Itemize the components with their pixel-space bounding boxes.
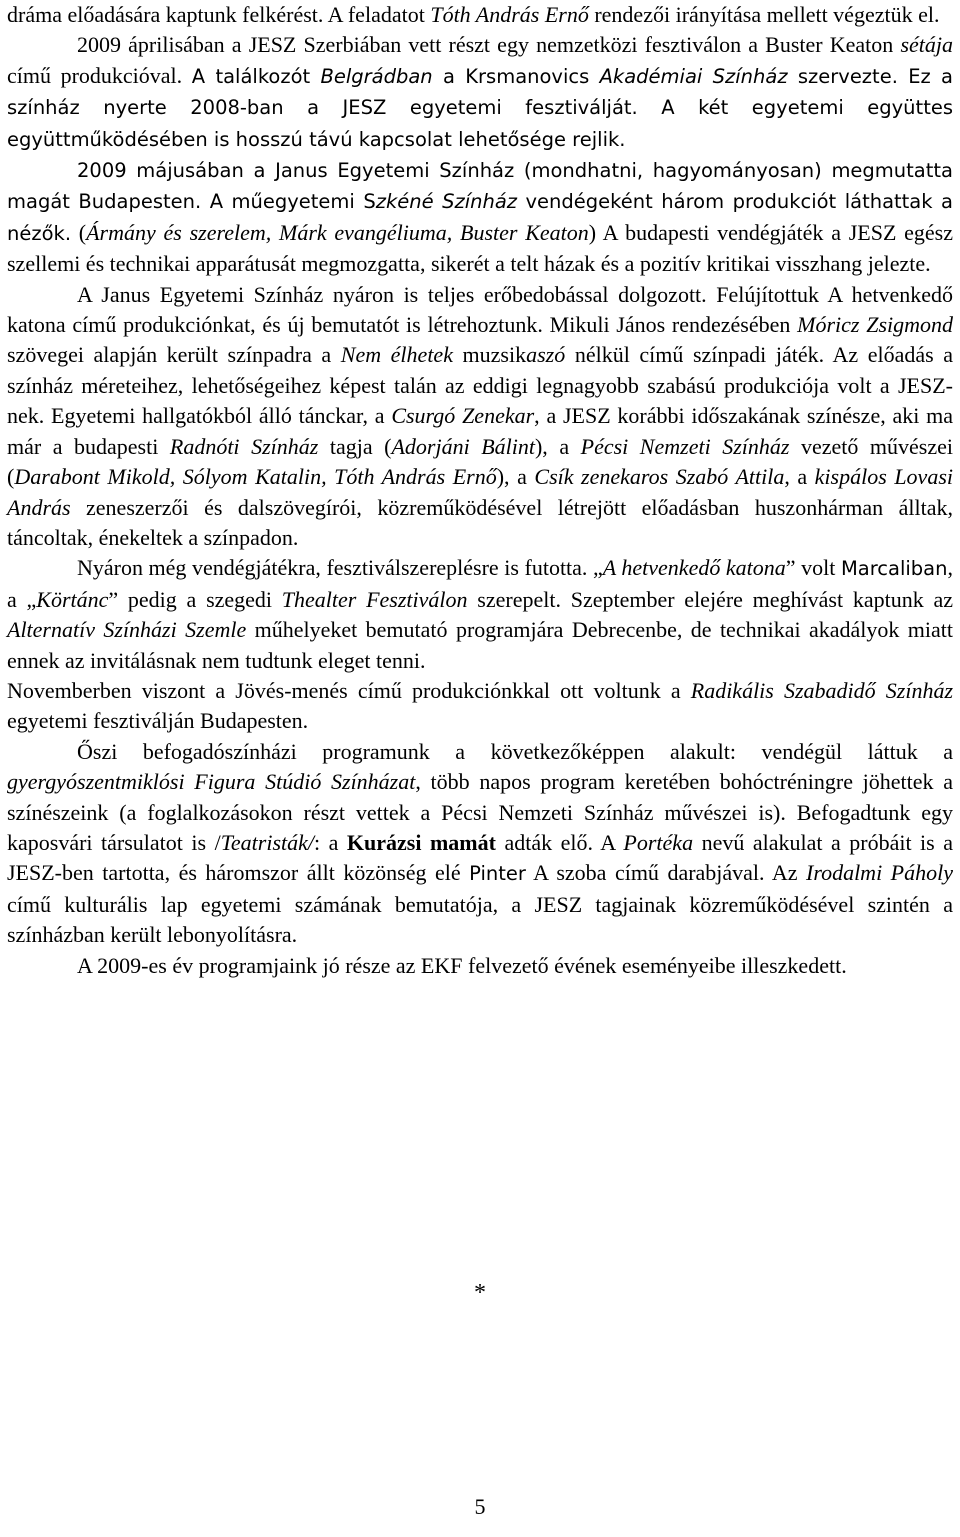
italic-name: Radikális Szabadidő Színház xyxy=(690,677,954,703)
text-run: dráma előadására kaptunk felkérést. A feladatot xyxy=(7,2,431,27)
paragraph-7 xyxy=(7,737,953,951)
italic-title: Nem élhetek xyxy=(340,342,453,368)
text-run: adták elő. A xyxy=(495,829,624,855)
text-run: , a „ xyxy=(7,555,953,612)
text-run: : a xyxy=(314,829,347,855)
text-run: , több napos program keretében bohóctréningre jöhettek a színészeink (a foglalkozásokon részt vettek a Pécsi Nemzeti Színház művészei is). Befogadtunk egy kaposvári társulatot is / xyxy=(7,769,953,855)
italic-name: Csurgó Zenekar xyxy=(391,403,535,429)
document-body xyxy=(7,0,953,981)
bold-title: Kurázsi mamát xyxy=(346,829,496,855)
paragraph-1 xyxy=(7,0,953,30)
section-separator: * xyxy=(474,1280,486,1306)
italic-name: Teatristák/ xyxy=(220,829,315,855)
italic-name: kispálos Lovasi András xyxy=(7,464,953,520)
text-run: Marcaliban xyxy=(840,557,948,581)
text-run: A Janus Egyetemi Színház nyáron is teljes erőbedobással dolgozott. Felújítottuk A hetvenkedő katona című produkciónkat, és új bemutatót is létrehoztunk. Mikuli János rendezésében xyxy=(7,281,953,338)
text-run: ” pedig a szegedi xyxy=(108,586,282,612)
text-run: szervezte. Ez a színház nyerte 2008-ban a JESZ egyetemi fesztiválját. A két egyetemi együttes együttműködésében is hosszú távú kapcsolat lehetősége rejlik. xyxy=(7,64,954,151)
text-run: nélkül című színpadi játék. Az előadás a színház méreteihez, lehetőségeihez képest talán az eddigi legnagyobb szabású produkciója volt a JESZ-nek. Egyetemi hallgatókból álló tánckar, a xyxy=(7,342,954,429)
text-run: A találkozót xyxy=(191,64,321,88)
text-run: 2009 áprilisában a JESZ Szerbiában vett részt egy nemzetközi fesztiválon a Buster Keaton xyxy=(77,32,901,58)
text-run: szövegei alapján került színpadra a xyxy=(7,342,341,368)
italic-name: Pécsi Nemzeti Színház xyxy=(580,433,790,459)
italic-title: A hetvenkedő katona xyxy=(602,555,786,581)
text-run: A budapesti vendégjáték a JESZ egész szellemi és technikai apparátusát megmozgatta, sikerét a telt házak és a pozitív kritikai visszhang jelezte. xyxy=(7,219,953,277)
italic-name: Radnóti Színház xyxy=(169,433,319,459)
text-run: Őszi befogadószínházi programunk a következőképpen alakult: vendégül láttuk a xyxy=(77,738,953,764)
paragraph-4 xyxy=(7,280,953,554)
text-run: Pinter xyxy=(469,862,526,886)
italic-name: Thealter Fesztiválon xyxy=(281,586,468,612)
italic-name: Akadémiai Színház xyxy=(599,64,788,88)
italic-titles: Ármány és szerelem, Márk evangéliuma, Buster Keaton xyxy=(86,219,589,245)
text-run: A 2009-es év programjaink jó része az EKF felvezető évének eseményeibe illeszkedett. xyxy=(77,952,847,978)
text-run: Nyáron még vendégjátékra, fesztiválszereplésre is futotta. „ xyxy=(77,555,603,581)
page-number: 5 xyxy=(474,1494,486,1519)
text-run: , a xyxy=(784,464,815,490)
text-run: Novemberben viszont a Jövés-menés című produkciónkkal ott voltunk a xyxy=(7,677,691,703)
italic-name: Adorjáni Bálint xyxy=(391,433,535,459)
paragraph-3 xyxy=(7,155,953,280)
text-run: című kulturális lap egyetemi számának bemutatója, a JESZ tagjainak közreműködésével szintén a színházban került lebonyolításra. xyxy=(7,891,953,948)
italic-name: Tóth András Ernő xyxy=(430,2,589,27)
text-run: ), a xyxy=(496,464,535,490)
text-run: műhelyeket bemutató programjára Debrecenbe, de technikai akadályok miatt ennek az invitálásnak nem tudtunk eleget tenni. xyxy=(7,617,954,673)
paragraph-6 xyxy=(7,676,953,737)
text-run: ( xyxy=(71,219,87,245)
text-run: ), a xyxy=(534,433,581,459)
text-run: nevű alakulat a próbáit is a JESZ-ben tartotta, és háromszor állt közönség elé xyxy=(7,829,953,886)
italic-name: zkéné Színház xyxy=(375,190,518,214)
italic-name: Móricz Zsigmond xyxy=(797,312,954,338)
italic-name: Irodalmi Páholy xyxy=(806,860,954,886)
text-run: ” volt xyxy=(785,555,841,581)
text-run: szerepelt. Szeptember elejére meghívást kaptunk az xyxy=(467,586,953,612)
text-run: A szoba című darabjával. Az xyxy=(525,860,806,886)
italic-title: sétája xyxy=(900,32,953,58)
italic-title: aszó xyxy=(526,342,566,368)
paragraph-8 xyxy=(7,951,953,981)
italic-name: gyergyószentmiklósi Figura Stúdió Színházat xyxy=(7,769,416,795)
text-run: zeneszerzői és dalszövegírói, közreműködésével létrejött előadásban huszonhárman álltak, táncoltak, énekeltek a színpadon. xyxy=(7,494,953,550)
italic-names: Darabont Mikold, Sólyom Katalin, Tóth András Ernő xyxy=(14,464,497,490)
text-run: , a JESZ korábbi időszakának színésze, aki ma már a budapesti xyxy=(7,403,954,459)
italic-name: Portéka xyxy=(623,829,694,855)
paragraph-2 xyxy=(7,30,953,155)
italic-place: Belgrádban xyxy=(320,64,433,88)
text-run: muzsik xyxy=(452,342,527,368)
text-run: című produkcióval. xyxy=(7,62,183,88)
text-run: tagja ( xyxy=(318,433,392,459)
italic-name: Csík zenekaros Szabó Attila xyxy=(534,464,785,490)
text-run: egyetemi fesztiválján Budapesten. xyxy=(7,708,309,734)
text-run: a Krsmanovics xyxy=(432,64,600,88)
paragraph-5 xyxy=(7,553,953,676)
text-run: vendégeként három produkciót láthattak a nézők. xyxy=(7,190,953,245)
text-run: rendezői irányítása mellett végeztük el. xyxy=(588,2,940,27)
text-run: 2009 májusában a Janus Egyetemi Színház (mondhatni, hagyományosan) megmutatta magát Budapesten. A műegyetemi S xyxy=(7,159,953,214)
text-run: vezető művészei ( xyxy=(7,433,953,490)
italic-name: Alternatív Színházi Szemle xyxy=(7,617,247,643)
italic-title: Körtánc xyxy=(36,586,109,612)
text-run: ) xyxy=(588,219,597,245)
